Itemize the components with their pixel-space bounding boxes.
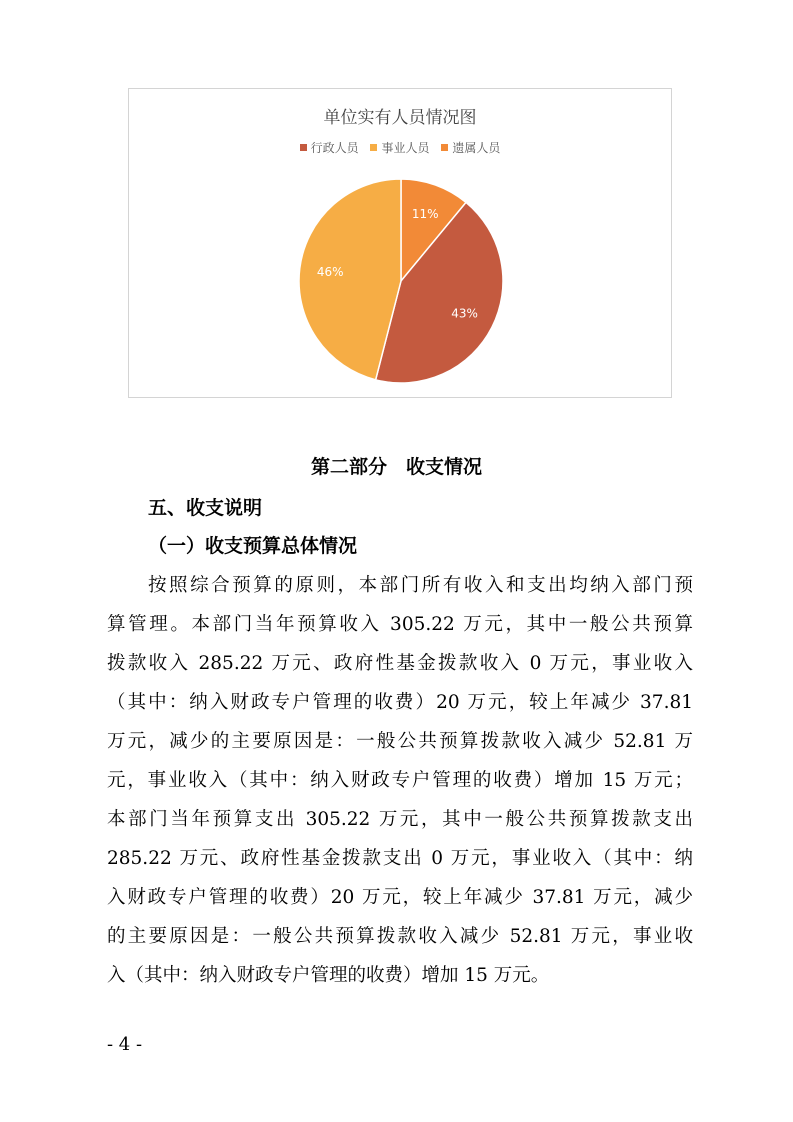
paragraph-line: 本部门当年预算支出 305.22 万元，其中一般公共预算拨款支出 [107, 809, 693, 830]
paragraph-line: 按照综合预算的原则，本部门所有收入和支出均纳入部门预 [148, 575, 693, 596]
paragraph-line: 万元，减少的主要原因是：一般公共预算拨款收入减少 52.81 万 [107, 731, 693, 752]
slice-label-institution: 46% [316, 265, 344, 280]
subsection-heading: （一）收支预算总体情况 [148, 535, 358, 557]
legend-label-survivor: 遗属人员 [452, 141, 501, 155]
paragraph-line: 入（其中：纳入财政专户管理的收费）增加 15 万元。 [107, 965, 550, 986]
page-number: - 4 - [107, 1034, 143, 1055]
pie-chart [129, 89, 673, 399]
paragraph-line: 的主要原因是：一般公共预算拨款收入减少 52.81 万元，事业收 [107, 926, 693, 947]
slice-label-survivor: 11% [411, 206, 439, 221]
section-heading: 五、收支说明 [148, 497, 263, 519]
chart-container [128, 88, 672, 398]
paragraph-line: 拨款收入 285.22 万元、政府性基金拨款收入 0 万元，事业收入 [107, 653, 693, 674]
paragraph-line: 元，事业收入（其中：纳入财政专户管理的收费）增加 15 万元； [107, 770, 693, 791]
paragraph-line: 285.22 万元、政府性基金拨款支出 0 万元，事业收入（其中：纳 [107, 848, 693, 869]
paragraph-line: （其中：纳入财政专户管理的收费）20 万元，较上年减少 37.81 [107, 692, 693, 713]
slice-label-admin: 43% [451, 306, 478, 321]
chart-title: 单位实有人员情况图 [323, 108, 477, 128]
legend-label-institution: 事业人员 [381, 141, 430, 155]
part-title: 第二部分 收支情况 [310, 456, 482, 478]
paragraph-line: 入财政专户管理的收费）20 万元，较上年减少 37.81 万元，减少 [107, 887, 693, 908]
paragraph-line: 算管理。本部门当年预算收入 305.22 万元，其中一般公共预算 [107, 614, 693, 635]
legend-label-admin: 行政人员 [310, 141, 359, 155]
